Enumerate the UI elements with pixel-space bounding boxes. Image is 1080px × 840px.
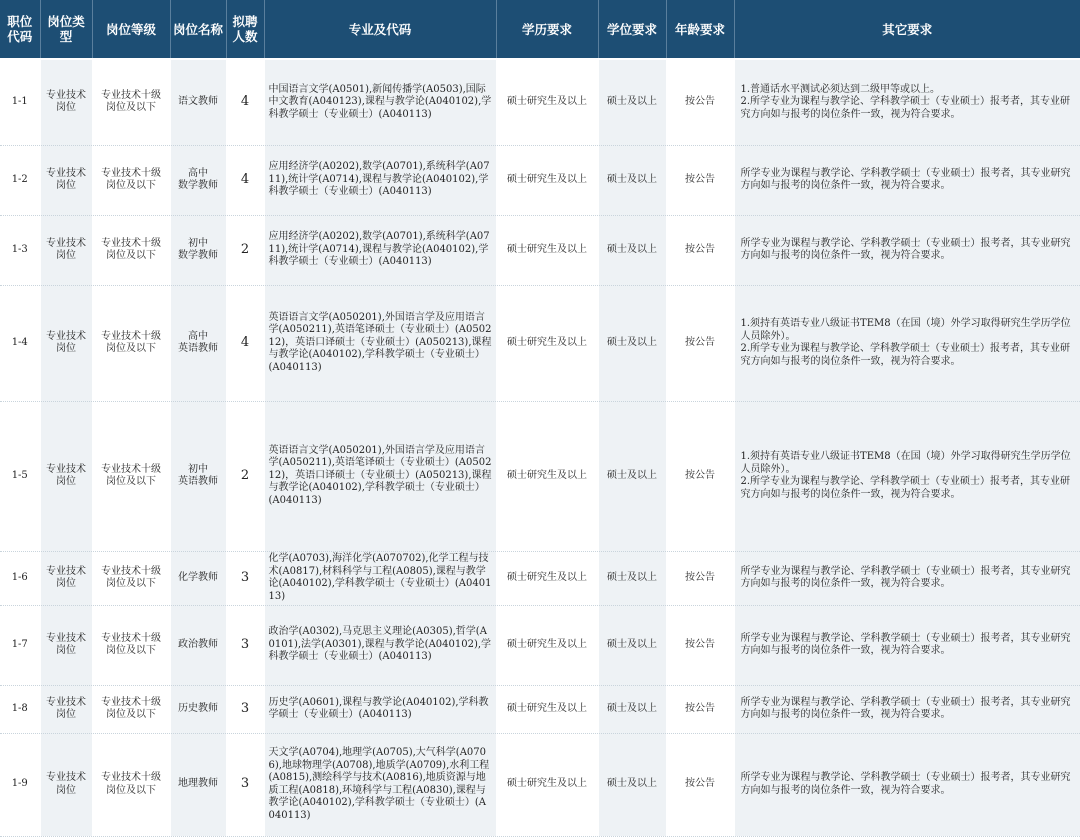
cell-degree: 硕士及以上: [598, 733, 666, 836]
cell-count: 4: [226, 285, 264, 401]
cell-code: 1-9: [0, 733, 40, 836]
cell-name: 化学教师: [170, 551, 226, 605]
cell-name: 地理教师: [170, 733, 226, 836]
col-header-count: 拟聘 人数: [226, 0, 264, 58]
cell-degree: 硕士及以上: [598, 215, 666, 285]
cell-count: 4: [226, 145, 264, 215]
col-header-level: 岗位等级: [92, 0, 170, 58]
cell-code: 1-7: [0, 605, 40, 685]
cell-degree: 硕士及以上: [598, 285, 666, 401]
cell-type: 专业技术 岗位: [40, 285, 92, 401]
cell-code: 1-5: [0, 401, 40, 551]
cell-name: 初中 数学教师: [170, 215, 226, 285]
cell-type: 专业技术 岗位: [40, 145, 92, 215]
table-row: [0, 215, 1080, 285]
cell-count: 3: [226, 733, 264, 836]
cell-level: 专业技术十级 岗位及以下: [92, 605, 170, 685]
cell-code: 1-3: [0, 215, 40, 285]
cell-name: 高中 英语教师: [170, 285, 226, 401]
cell-name: 历史教师: [170, 685, 226, 733]
col-header-name: 岗位名称: [170, 0, 226, 58]
cell-education: 硕士研究生及以上: [496, 215, 598, 285]
cell-other: 1.须持有英语专业八级证书TEM8（在国（境）外学习取得研究生学历学位人员除外）。 2.所学专业为课程与教学论、学科教学硕士（专业硕士）报考者，其专业研究方向如与报考的岗位条件一致，视为符合要求。: [734, 401, 1080, 551]
cell-other: 1.普通话水平测试必须达到二级甲等或以上。 2.所学专业为课程与教学论、学科教学硕士（专业硕士）报考者，其专业研究方向如与报考的岗位条件一致，视为符合要求。: [734, 60, 1080, 145]
table-row: [0, 733, 1080, 836]
table-row: [0, 145, 1080, 215]
cell-degree: 硕士及以上: [598, 145, 666, 215]
cell-other: 1.须持有英语专业八级证书TEM8（在国（境）外学习取得研究生学历学位人员除外）。 2.所学专业为课程与教学论、学科教学硕士（专业硕士）报考者，其专业研究方向如与报考的岗位条件一致，视为符合要求。: [734, 285, 1080, 401]
cell-count: 3: [226, 605, 264, 685]
cell-type: 专业技术 岗位: [40, 551, 92, 605]
cell-education: 硕士研究生及以上: [496, 685, 598, 733]
cell-code: 1-1: [0, 60, 40, 145]
cell-name: 高中 数学教师: [170, 145, 226, 215]
table-row: [0, 285, 1080, 401]
col-header-code: 职位 代码: [0, 0, 40, 58]
cell-count: 3: [226, 685, 264, 733]
cell-age: 按公告: [666, 551, 734, 605]
cell-other: 所学专业为课程与教学论、学科教学硕士（专业硕士）报考者，其专业研究方向如与报考的岗位条件一致，视为符合要求。: [734, 733, 1080, 836]
cell-major: 中国语言文学(A0501),新闻传播学(A0503),国际中文教育(A040123),课程与教学论(A040102),学科教学硕士（专业硕士）(A040113): [264, 60, 496, 145]
cell-code: 1-6: [0, 551, 40, 605]
col-header-degree: 学位要求: [598, 0, 666, 58]
cell-type: 专业技术 岗位: [40, 60, 92, 145]
table-row: [0, 605, 1080, 685]
cell-count: 3: [226, 551, 264, 605]
cell-major: 应用经济学(A0202),数学(A0701),系统科学(A0711),统计学(A0714),课程与教学论(A040102),学科教学硕士（专业硕士）(A040113): [264, 215, 496, 285]
cell-age: 按公告: [666, 215, 734, 285]
cell-education: 硕士研究生及以上: [496, 733, 598, 836]
cell-count: 2: [226, 401, 264, 551]
cell-education: 硕士研究生及以上: [496, 551, 598, 605]
cell-education: 硕士研究生及以上: [496, 605, 598, 685]
cell-degree: 硕士及以上: [598, 401, 666, 551]
cell-age: 按公告: [666, 685, 734, 733]
cell-age: 按公告: [666, 285, 734, 401]
cell-degree: 硕士及以上: [598, 685, 666, 733]
cell-code: 1-4: [0, 285, 40, 401]
cell-major: 英语语言文学(A050201),外国语言学及应用语言学(A050211),英语笔译硕士（专业硕士）(A050212)，英语口译硕士（专业硕士）(A050213),课程与教学论(A040102),学科教学硕士（专业硕士）(A040113): [264, 285, 496, 401]
cell-degree: 硕士及以上: [598, 605, 666, 685]
cell-education: 硕士研究生及以上: [496, 145, 598, 215]
table-row: [0, 401, 1080, 551]
cell-age: 按公告: [666, 605, 734, 685]
table-row: [0, 551, 1080, 605]
cell-other: 所学专业为课程与教学论、学科教学硕士（专业硕士）报考者，其专业研究方向如与报考的岗位条件一致，视为符合要求。: [734, 215, 1080, 285]
col-header-age: 年龄要求: [666, 0, 734, 58]
cell-level: 专业技术十级 岗位及以下: [92, 60, 170, 145]
cell-code: 1-8: [0, 685, 40, 733]
cell-type: 专业技术 岗位: [40, 605, 92, 685]
col-header-other: 其它要求: [734, 0, 1080, 58]
cell-name: 语文教师: [170, 60, 226, 145]
cell-major: 化学(A0703),海洋化学(A070702),化学工程与技术(A0817),材料科学与工程(A0805),课程与教学论(A040102),学科教学硕士（专业硕士）(A040113): [264, 551, 496, 605]
cell-education: 硕士研究生及以上: [496, 401, 598, 551]
cell-degree: 硕士及以上: [598, 551, 666, 605]
cell-level: 专业技术十级 岗位及以下: [92, 401, 170, 551]
cell-other: 所学专业为课程与教学论、学科教学硕士（专业硕士）报考者，其专业研究方向如与报考的岗位条件一致，视为符合要求。: [734, 551, 1080, 605]
cell-major: 政治学(A0302),马克思主义理论(A0305),哲学(A0101),法学(A0301),课程与教学论(A040102),学科教学硕士（专业硕士）(A040113): [264, 605, 496, 685]
table-header: [0, 0, 1080, 58]
cell-age: 按公告: [666, 145, 734, 215]
cell-age: 按公告: [666, 401, 734, 551]
cell-level: 专业技术十级 岗位及以下: [92, 551, 170, 605]
cell-other: 所学专业为课程与教学论、学科教学硕士（专业硕士）报考者，其专业研究方向如与报考的岗位条件一致，视为符合要求。: [734, 145, 1080, 215]
cell-major: 应用经济学(A0202),数学(A0701),系统科学(A0711),统计学(A0714),课程与教学论(A040102),学科教学硕士（专业硕士）(A040113): [264, 145, 496, 215]
cell-other: 所学专业为课程与教学论、学科教学硕士（专业硕士）报考者，其专业研究方向如与报考的岗位条件一致，视为符合要求。: [734, 685, 1080, 733]
col-header-education: 学历要求: [496, 0, 598, 58]
cell-education: 硕士研究生及以上: [496, 60, 598, 145]
col-header-major: 专业及代码: [264, 0, 496, 58]
cell-age: 按公告: [666, 60, 734, 145]
cell-level: 专业技术十级 岗位及以下: [92, 215, 170, 285]
cell-level: 专业技术十级 岗位及以下: [92, 733, 170, 836]
cell-count: 4: [226, 60, 264, 145]
cell-major: 天文学(A0704),地理学(A0705),大气科学(A0706),地球物理学(A0708),地质学(A0709),水利工程(A0815),测绘科学与技术(A0816),地质资源与地质工程(A0818),环境科学与工程(A0830),课程与教学论(A040102),学科教学硕士（专业硕士）(A040113): [264, 733, 496, 836]
table-body: [0, 58, 1080, 836]
cell-major: 历史学(A0601),课程与教学论(A040102),学科教学硕士（专业硕士）(A040113): [264, 685, 496, 733]
cell-level: 专业技术十级 岗位及以下: [92, 285, 170, 401]
cell-type: 专业技术 岗位: [40, 401, 92, 551]
cell-type: 专业技术 岗位: [40, 733, 92, 836]
cell-name: 政治教师: [170, 605, 226, 685]
cell-code: 1-2: [0, 145, 40, 215]
cell-count: 2: [226, 215, 264, 285]
table-row: [0, 685, 1080, 733]
cell-name: 初中 英语教师: [170, 401, 226, 551]
cell-other: 所学专业为课程与教学论、学科教学硕士（专业硕士）报考者，其专业研究方向如与报考的岗位条件一致，视为符合要求。: [734, 605, 1080, 685]
col-header-type: 岗位类 型: [40, 0, 92, 58]
cell-type: 专业技术 岗位: [40, 685, 92, 733]
cell-type: 专业技术 岗位: [40, 215, 92, 285]
cell-degree: 硕士及以上: [598, 60, 666, 145]
cell-age: 按公告: [666, 733, 734, 836]
cell-education: 硕士研究生及以上: [496, 285, 598, 401]
cell-major: 英语语言文学(A050201),外国语言学及应用语言学(A050211),英语笔译硕士（专业硕士）(A050212)，英语口译硕士（专业硕士）(A050213),课程与教学论(A040102),学科教学硕士（专业硕士）(A040113): [264, 401, 496, 551]
cell-level: 专业技术十级 岗位及以下: [92, 685, 170, 733]
table-row: [0, 60, 1080, 145]
cell-level: 专业技术十级 岗位及以下: [92, 145, 170, 215]
